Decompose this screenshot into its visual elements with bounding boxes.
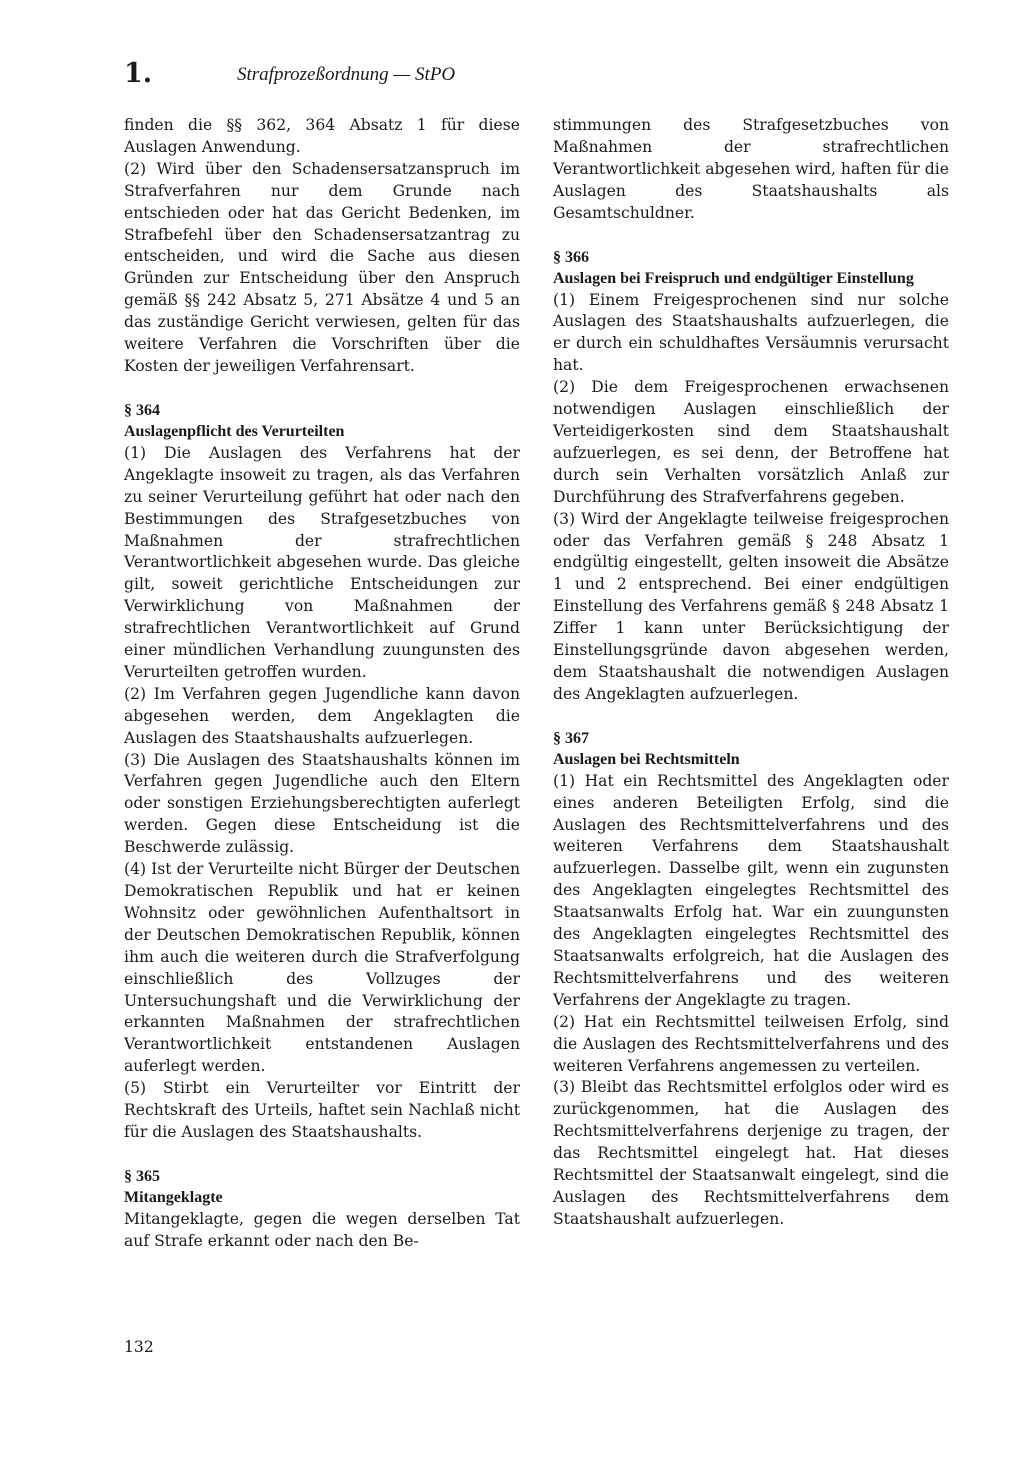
right-column — [553, 115, 949, 1231]
paragraph: (5) Stirbt ein Verurteilter vor Eintritt der Rechtskraft des Urteils, haftet sein Nachlaß nicht für die Auslagen des Staatshaushalts. — [124, 1079, 520, 1141]
section-number: § 364 — [124, 401, 160, 419]
paragraph: finden die §§ 362, 364 Absatz 1 für diese Auslagen Anwendung. — [124, 116, 520, 156]
left-column — [124, 115, 520, 1253]
paragraph: (1) Die Auslagen des Verfahrens hat der Angeklagte insoweit zu tragen, als das Verfahren zu seiner Verurteilung geführt hat oder nach den Bestimmungen des Strafgesetzbuches von Maßnahmen der strafrechtlichen Verantwortlichkeit abgesehen wurde. Das gleiche gilt, soweit gerichtliche Entscheidungen zur Verwirklichung von Maßnahmen der strafrechtlichen Verantwortlichkeit auf Grund einer mündlichen Verhandlung zuungunsten des Verurteilten getroffen wurden. — [124, 443, 520, 681]
chapter-number: 1. — [124, 58, 153, 89]
paragraph: (3) Wird der Angeklagte teilweise freigesprochen oder das Verfahren gemäß § 248 Absatz 1 endgültig eingestellt, gelten insoweit die Absätze 1 und 2 entsprechend. Bei einer endgültigen Einstellung des Verfahrens gemäß § 248 Absatz 1 Ziffer 1 kann unter Berücksichtigung der Einstellungsgründe davon abgesehen werden, dem Staatshaushalt die notwendigen Auslagen des Angeklagten aufzuerlegen. — [553, 509, 949, 703]
section-title: Auslagen bei Freispruch und endgültiger Einstellung — [553, 270, 914, 288]
section-number: § 367 — [553, 729, 589, 747]
paragraph: (4) Ist der Verurteilte nicht Bürger der Deutschen Demokratischen Republik und hat er keinen Wohnsitz oder gewöhnlichen Aufenthaltsort in der Deutschen Demokratischen Republik, können ihm auch die weiteren durch die Strafverfolgung einschließlich des Vollzuges der Untersuchungshaft und die Verwirklichung der erkannten Maßnahmen der strafrechtlichen Verantwortlichkeit entstandenen Auslagen auferlegt werden. — [124, 860, 520, 1076]
page-number: 132 — [124, 1338, 154, 1356]
running-title: Strafprozeßordnung — StPO — [237, 64, 456, 85]
section-number: § 366 — [553, 248, 589, 266]
paragraph: (2) Die dem Freigesprochenen erwachsenen notwendigen Auslagen einschließlich der Verteidigerkosten sind dem Staatshaushalt aufzuerlegen, es sei denn, der Betroffene hat durch sein Verhalten vorsätzlich Anlaß zur Durchführung des Strafverfahrens gegeben. — [553, 378, 949, 506]
section-title: Auslagenpflicht des Verurteilten — [124, 423, 345, 441]
section-title: Mitangeklagte — [124, 1189, 223, 1207]
section-number: § 365 — [124, 1167, 160, 1185]
section-title: Auslagen bei Rechtsmitteln — [553, 751, 740, 769]
paragraph: stimmungen des Strafgesetzbuches von Maßnahmen der strafrechtlichen Verantwortlichkeit abgesehen wird, haften für die Auslagen des Staatshaushalts als Gesamtschuldner. — [553, 116, 949, 222]
paragraph: (3) Die Auslagen des Staatshaushalts können im Verfahren gegen Jugendliche auch den Eltern oder sonstigen Erziehungsberechtigten auferlegt werden. Gegen diese Entscheidung ist die Beschwerde zulässig. — [124, 750, 520, 857]
paragraph: (2) Hat ein Rechtsmittel teilweisen Erfolg, sind die Auslagen des Rechtsmittelverfahrens und des weiteren Verfahrens angemessen zu verteilen. — [553, 1012, 949, 1075]
paragraph: (2) Wird über den Schadensersatzanspruch im Strafverfahren nur dem Grunde nach entschieden oder hat das Gericht Bedenken, im Strafbefehl über den Schadensersatzantrag zu entscheiden, und wird die Sache aus diesen Gründen zur Entscheidung über den Anspruch gemäß §§ 242 Absatz 5, 271 Absätze 4 und 5 an das zuständige Gericht verwiesen, gelten für das weitere Verfahren die Vorschriften über die Kosten der jeweiligen Verfahrensart. — [124, 159, 520, 375]
paragraph: Mitangeklagte, gegen die wegen derselben Tat auf Strafe erkannt oder nach den Be- — [124, 1209, 520, 1250]
paragraph: (2) Im Verfahren gegen Jugendliche kann davon abgesehen werden, dem Angeklagten die Auslagen des Staatshaushalts aufzuerlegen. — [124, 684, 520, 747]
paragraph: (1) Hat ein Rechtsmittel des Angeklagten oder eines anderen Beteiligten Erfolg, sind die Auslagen des Rechtsmittelverfahrens und des weiteren Verfahrens dem Staatshaushalt aufzuerlegen. Dasselbe gilt, wenn ein zugunsten des Angeklagten eingelegtes Rechtsmittel des Staatsanwalts Erfolg hat. War ein zuungunsten des Angeklagten eingelegtes Rechtsmittel des Staatsanwalts erfolgreich, hat die Auslagen des Rechtsmittelverfahrens und des weiteren Verfahrens der Angeklagte zu tragen. — [553, 771, 949, 1009]
paragraph: (1) Einem Freigesprochenen sind nur solche Auslagen des Staatshaushalts aufzuerlegen, die er durch ein schuldhaftes Versäumnis verursacht hat. — [553, 290, 949, 375]
paragraph: (3) Bleibt das Rechtsmittel erfolglos oder wird es zurückgenommen, hat die Auslagen des Rechtsmittelverfahrens derjenige zu tragen, der das Rechtsmittel eingelegt hat. Hat dieses Rechtsmittel der Staatsanwalt eingelegt, sind die Auslagen des Rechtsmittelverfahrens dem Staatshaushalt aufzuerlegen. — [553, 1078, 949, 1228]
